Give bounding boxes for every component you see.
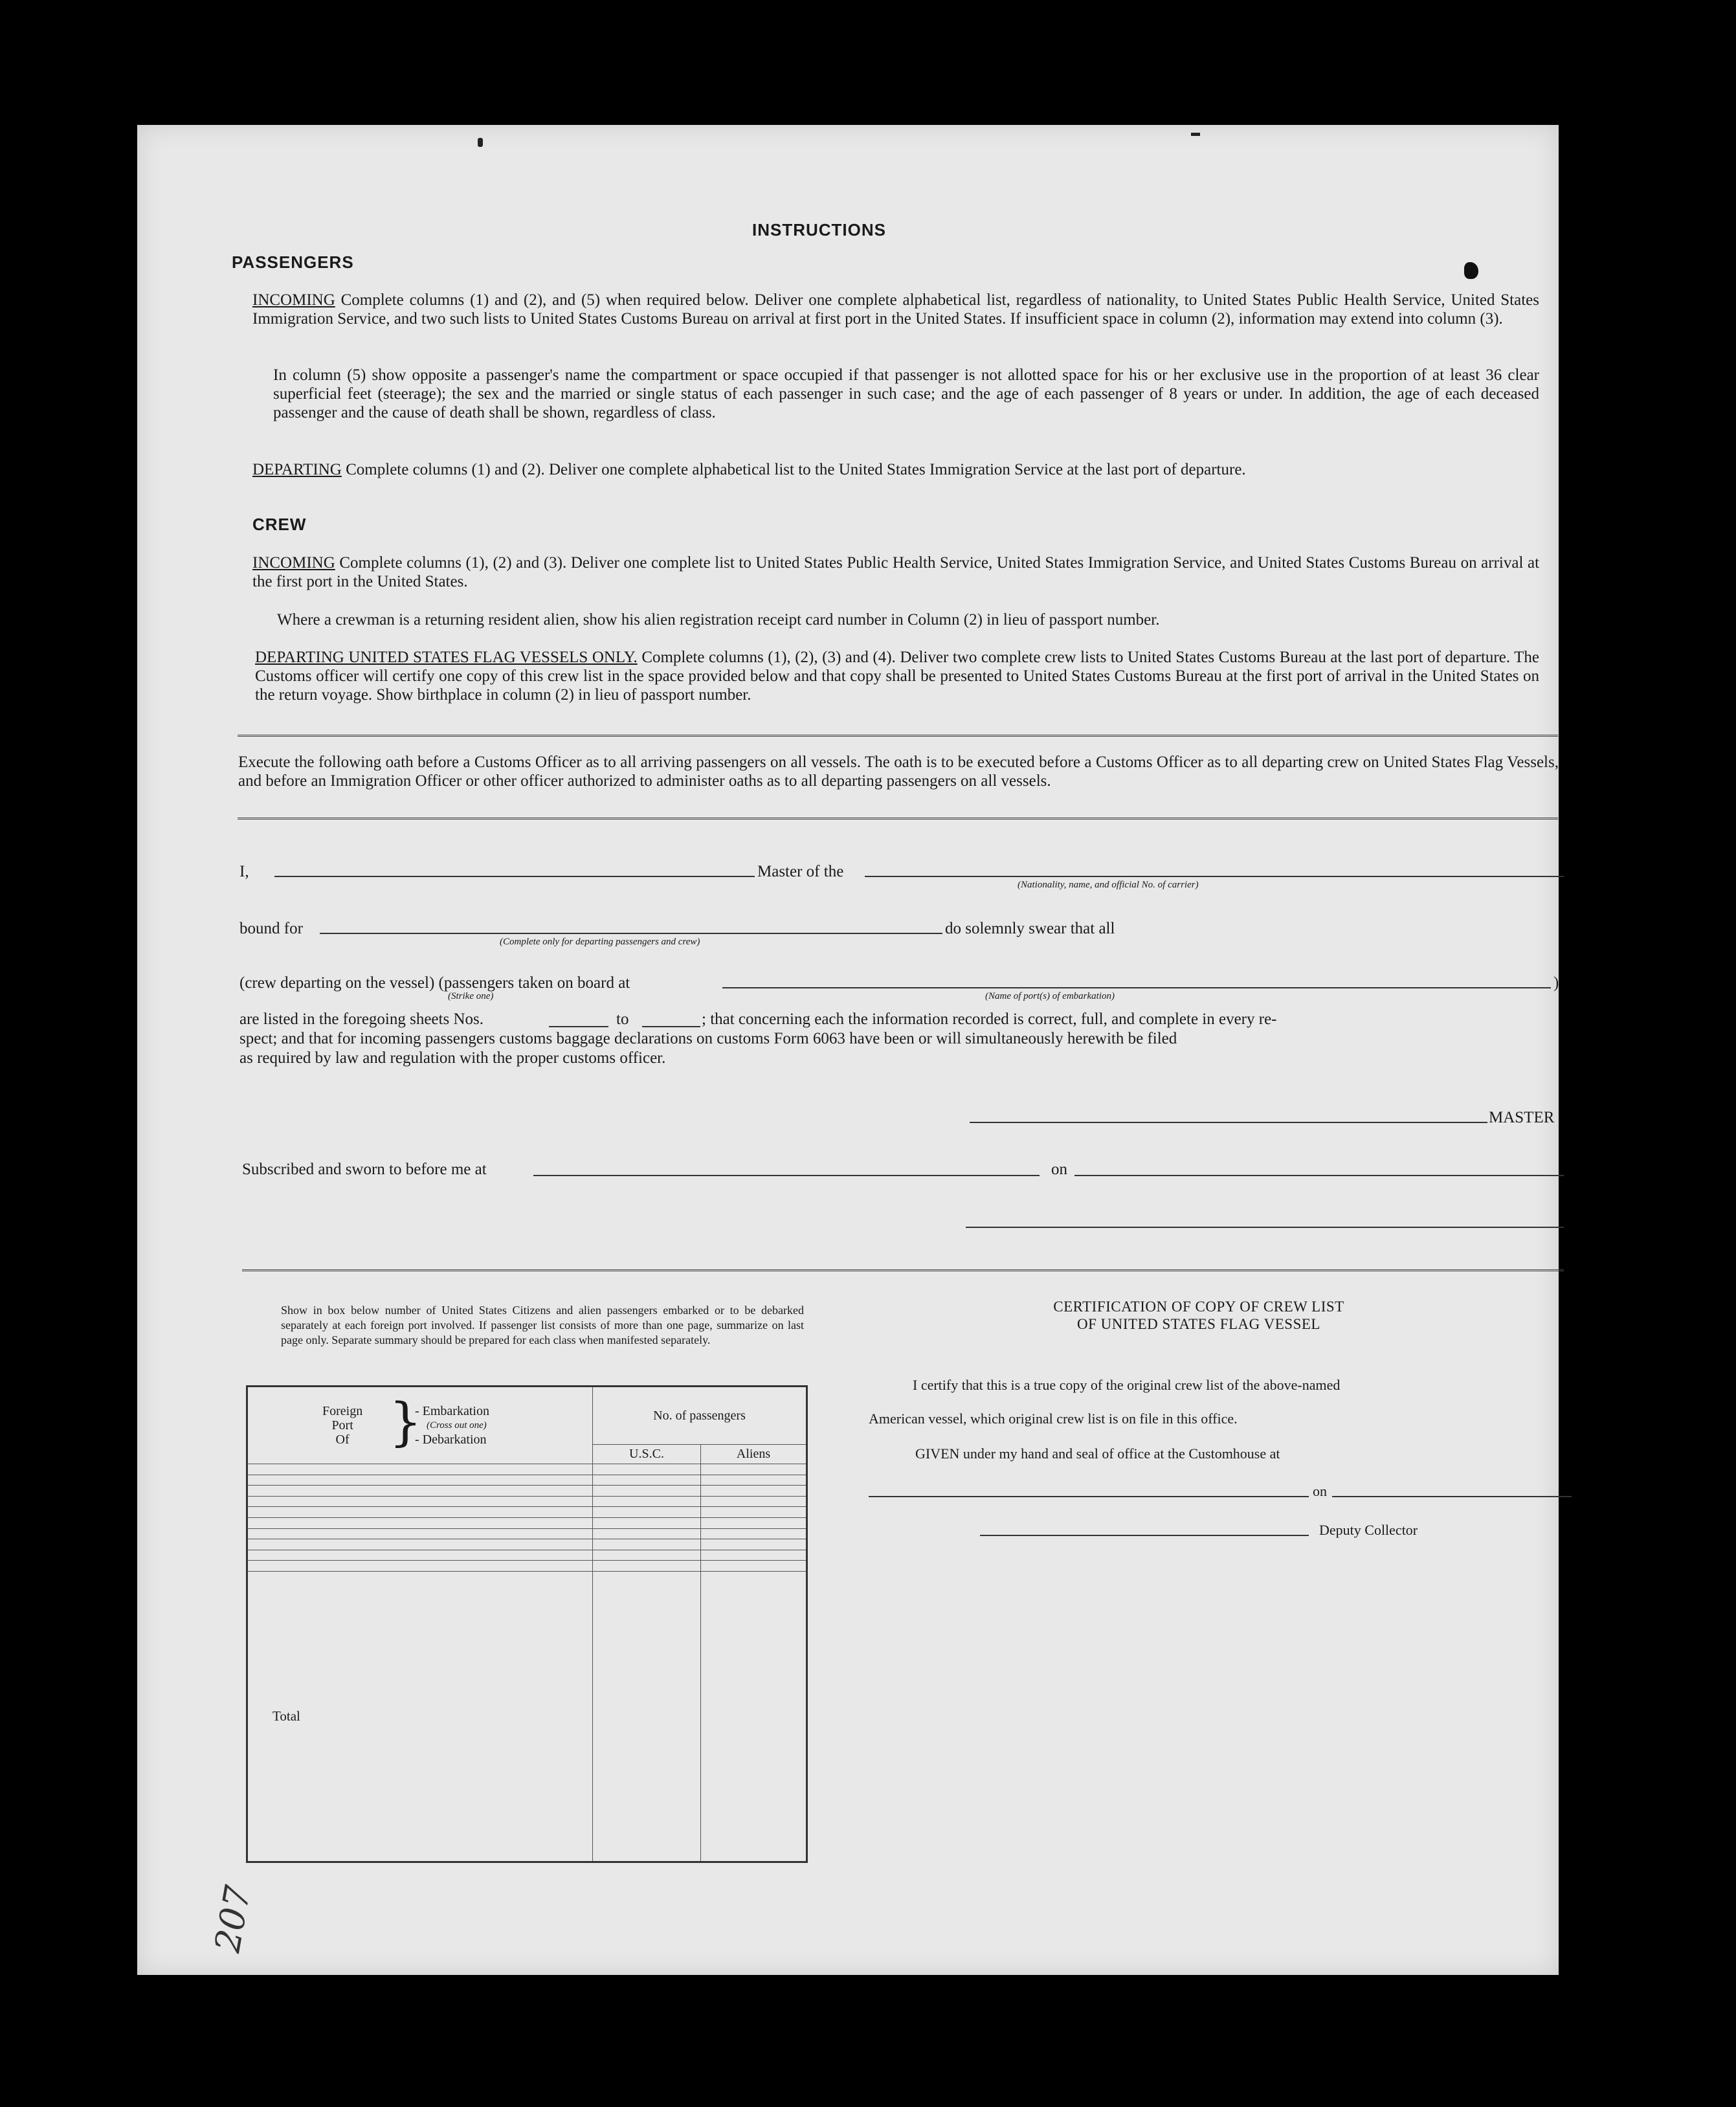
passengers-departing-block	[252, 460, 1539, 479]
port-cell[interactable]	[247, 1518, 593, 1529]
table-row	[247, 1539, 807, 1550]
crew-flag-text: Complete columns (1), (2), (3) and (4). Deliver two complete crew lists to United States Customs Bureau at the last port of departure. The Customs officer will certify one copy of this crew list in the space provided below and that copy shall be presented to United States Customs Bureau at the first port of arrival in the United States on the return voyage. Show birthplace in column (2) in lieu of passport number.	[255, 649, 1540, 704]
page-title: INSTRUCTIONS	[752, 220, 886, 240]
passengers-incoming-label: INCOMING	[252, 291, 335, 309]
listed-a: are listed in the foregoing sheets Nos.	[239, 1010, 484, 1028]
certification-on-label: on	[1313, 1483, 1327, 1499]
oath-i-label: I,	[239, 863, 249, 880]
passengers-incoming-block	[252, 291, 1539, 328]
usc-cell[interactable]	[593, 1528, 701, 1539]
listed-b: ; that concerning each the information recorded is correct, full, and complete in every re-	[702, 1010, 1277, 1028]
certification-title-2: OF UNITED STATES FLAG VESSEL	[1077, 1316, 1320, 1332]
table-row	[247, 1496, 807, 1507]
passenger-summary-table	[246, 1385, 808, 1863]
listed-c: spect; and that for incoming passengers customs baggage declarations on customs Form 6063 have been or will simultaneously herewith be filed	[239, 1030, 1177, 1047]
deputy-signature-line[interactable]	[980, 1535, 1309, 1536]
port-cell[interactable]	[247, 1528, 593, 1539]
passengers-column5-text: In column (5) show opposite a passenger's name the compartment or space occupied if that passenger is not allotted space for his or her exclusive use in the proportion of at least 36 clear superficial feet (steerage); the sex and the married or single status of each passenger in such case; and the age of each passenger of 8 years or under. In addition, the age of each deceased passenger and the cause of death shall be shown, regardless of class.	[273, 366, 1539, 421]
sworn-date-line[interactable]	[1074, 1175, 1564, 1176]
aliens-cell[interactable]	[701, 1528, 807, 1539]
table-row	[247, 1550, 807, 1561]
usc-total-cell[interactable]	[593, 1572, 701, 1862]
aliens-cell[interactable]	[701, 1475, 807, 1486]
aliens-cell[interactable]	[701, 1464, 807, 1475]
bound-for-label: bound for	[239, 920, 303, 937]
certification-date-line[interactable]	[1332, 1496, 1572, 1497]
brace-icon: }	[389, 1392, 422, 1452]
aliens-cell[interactable]	[701, 1518, 807, 1529]
listed-d: as required by law and regulation with the proper customs officer.	[239, 1049, 666, 1067]
aliens-cell[interactable]	[701, 1550, 807, 1561]
deputy-collector-label: Deputy Collector	[1319, 1522, 1418, 1538]
usc-cell[interactable]	[593, 1475, 701, 1486]
usc-cell[interactable]	[593, 1518, 701, 1529]
certify-text-2: American vessel, which original crew list is on file in this office.	[869, 1410, 1238, 1427]
crew-incoming-label: INCOMING	[252, 554, 335, 572]
aliens-total-cell[interactable]	[701, 1572, 807, 1862]
section-divider	[238, 735, 1558, 739]
port-cell[interactable]	[247, 1507, 593, 1518]
master-label: MASTER	[1489, 1109, 1555, 1126]
strike-note: (Strike one)	[448, 991, 494, 1001]
passengers-heading: PASSENGERS	[232, 252, 354, 272]
master-name-line[interactable]	[274, 876, 755, 877]
usc-cell[interactable]	[593, 1464, 701, 1475]
bound-note: (Complete only for departing passengers and crew)	[500, 937, 700, 947]
port-cell[interactable]	[247, 1539, 593, 1550]
ink-blot	[1464, 262, 1478, 279]
table-row	[247, 1475, 807, 1486]
port-cell[interactable]	[247, 1496, 593, 1507]
certify-text-1: I certify that this is a true copy of the original crew list of the above-named	[913, 1377, 1341, 1393]
section-divider	[238, 818, 1558, 822]
crew-incoming-text: Complete columns (1), (2) and (3). Deliver one complete list to United States Public Health Service, United States Immigration Service, and United States Customs Bureau on arrival at the first port in the United States.	[252, 554, 1540, 590]
table-row	[247, 1507, 807, 1518]
ink-mark	[1191, 133, 1200, 136]
aliens-header: Aliens	[701, 1445, 807, 1464]
usc-header: U.S.C.	[593, 1445, 701, 1464]
foreign-label: Foreign	[322, 1404, 363, 1418]
crew-incoming-block	[252, 553, 1539, 591]
section-divider	[242, 1269, 1564, 1274]
sheet-from-line[interactable]	[549, 1026, 608, 1027]
crew-alien-text: Where a crewman is a returning resident alien, show his alien registration receipt card number in Column (2) in lieu of passport number.	[277, 611, 1160, 629]
usc-cell[interactable]	[593, 1507, 701, 1518]
crew-flag-label: DEPARTING UNITED STATES FLAG VESSELS ONLY.	[255, 649, 638, 666]
embarkation-port-line[interactable]	[722, 987, 1551, 988]
debarkation-option[interactable]: - Debarkation	[415, 1433, 487, 1447]
form-page	[137, 125, 1559, 1975]
of-label: Of	[335, 1433, 350, 1447]
total-label: Total	[247, 1572, 593, 1862]
no-of-passengers-header: No. of passengers	[593, 1387, 807, 1445]
usc-cell[interactable]	[593, 1550, 701, 1561]
ink-mark	[478, 138, 483, 147]
certification-title-1: CERTIFICATION OF COPY OF CREW LIST	[1053, 1299, 1344, 1315]
master-of-label: Master of the	[757, 863, 844, 880]
close-paren: )	[1553, 974, 1559, 992]
aliens-cell[interactable]	[701, 1486, 807, 1497]
oath-intro: Execute the following oath before a Customs Officer as to all arriving passengers on all vessels. The oath is to be executed before a Customs Officer as to all departing crew on United States Flag Vessels, and before an Immigration Officer or other officer authorized to administer oaths as to all departing passengers on all vessels.	[238, 753, 1559, 790]
foreign-port-header	[247, 1387, 593, 1464]
port-cell[interactable]	[247, 1561, 593, 1572]
total-row	[247, 1572, 807, 1862]
swear-label: do solemnly swear that all	[945, 920, 1115, 937]
aliens-cell[interactable]	[701, 1561, 807, 1572]
port-label: Port	[331, 1418, 353, 1433]
carrier-note: (Nationality, name, and official No. of carrier)	[1018, 880, 1199, 890]
crew-departing-label: (crew departing on the vessel) (passengers taken on board at	[239, 974, 630, 992]
master-signature-line[interactable]	[970, 1122, 1487, 1123]
bound-for-line[interactable]	[320, 933, 942, 934]
embarkation-option[interactable]: - Embarkation	[415, 1404, 489, 1418]
cross-out-note: (Cross out one)	[427, 1420, 487, 1431]
usc-cell[interactable]	[593, 1539, 701, 1550]
port-cell[interactable]	[247, 1550, 593, 1561]
officer-signature-line[interactable]	[966, 1227, 1564, 1228]
table-row	[247, 1486, 807, 1497]
aliens-cell[interactable]	[701, 1539, 807, 1550]
usc-cell[interactable]	[593, 1496, 701, 1507]
table-row	[247, 1528, 807, 1539]
to-label: to	[616, 1010, 629, 1028]
sworn-on-label: on	[1051, 1161, 1067, 1178]
crew-flag-block	[255, 648, 1539, 704]
given-text: GIVEN under my hand and seal of office at the Customhouse at	[915, 1445, 1280, 1462]
handwritten-page-number: 207	[206, 1882, 259, 1956]
customhouse-line[interactable]	[869, 1496, 1309, 1497]
passengers-incoming-text: Complete columns (1) and (2), and (5) when required below. Deliver one complete alphabetical list, regardless of nationality, to United States Public Health Service, United States Immigration Service, and two such lists to United States Customs Bureau on arrival at first port in the United States. If insufficient space in column (2), information may extend into column (3).	[252, 291, 1539, 328]
certification-title	[972, 1298, 1425, 1333]
port-cell[interactable]	[247, 1475, 593, 1486]
port-cell[interactable]	[247, 1486, 593, 1497]
crew-heading: CREW	[252, 515, 307, 534]
summary-note: Show in box below number of United States Citizens and alien passengers embarked or to be debarked separately at each foreign port involved. If passenger list consists of more than one page, summarize on last page only. Separate summary should be prepared for each class when manifested separately.	[281, 1304, 804, 1346]
carrier-line[interactable]	[865, 876, 1564, 877]
aliens-cell[interactable]	[701, 1496, 807, 1507]
passengers-departing-text: Complete columns (1) and (2). Deliver one complete alphabetical list to the United States Immigration Service at the last port of departure.	[346, 461, 1246, 478]
passengers-departing-label: DEPARTING	[252, 461, 342, 478]
usc-cell[interactable]	[593, 1561, 701, 1572]
sworn-place-line[interactable]	[533, 1175, 1040, 1176]
port-note: (Name of port(s) of embarkation)	[985, 991, 1115, 1001]
table-row	[247, 1518, 807, 1529]
sheet-to-line[interactable]	[642, 1026, 700, 1027]
table-row	[247, 1561, 807, 1572]
subscribed-label: Subscribed and sworn to before me at	[242, 1161, 487, 1178]
usc-cell[interactable]	[593, 1486, 701, 1497]
table-row	[247, 1464, 807, 1475]
aliens-cell[interactable]	[701, 1507, 807, 1518]
port-cell[interactable]	[247, 1464, 593, 1475]
